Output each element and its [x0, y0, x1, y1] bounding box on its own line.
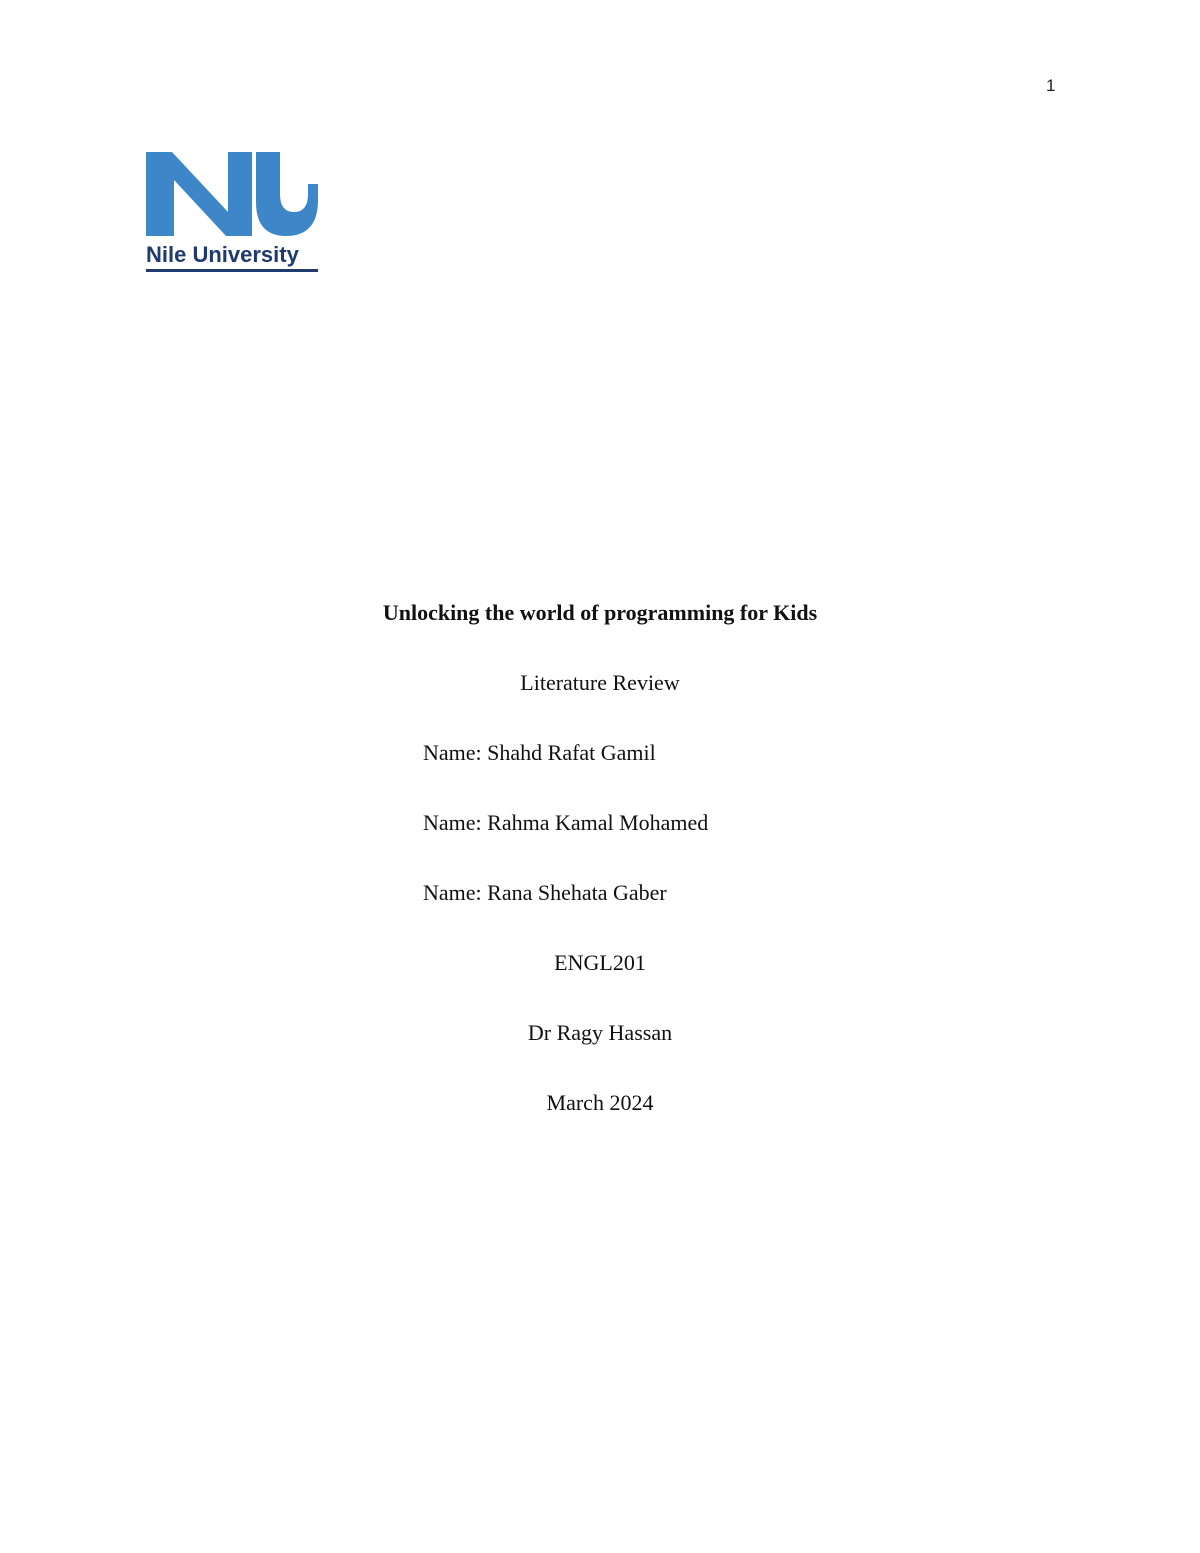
instructor-name: Dr Ragy Hassan [527, 1020, 673, 1045]
nile-university-logo [144, 150, 320, 278]
course-code: ENGL201 [554, 950, 646, 975]
document-subtitle: Literature Review [520, 670, 680, 695]
document-title: Unlocking the world of programming for Kids [382, 600, 818, 625]
page-number: 1 [1046, 76, 1056, 95]
logo-wordmark: Nile University [146, 242, 299, 267]
author-name-3: Name: Rana Shehata Gaber [423, 880, 667, 905]
author-name-2: Name: Rahma Kamal Mohamed [423, 810, 709, 835]
submission-date: March 2024 [546, 1090, 654, 1115]
author-name-1: Name: Shahd Rafat Gamil [423, 740, 656, 765]
